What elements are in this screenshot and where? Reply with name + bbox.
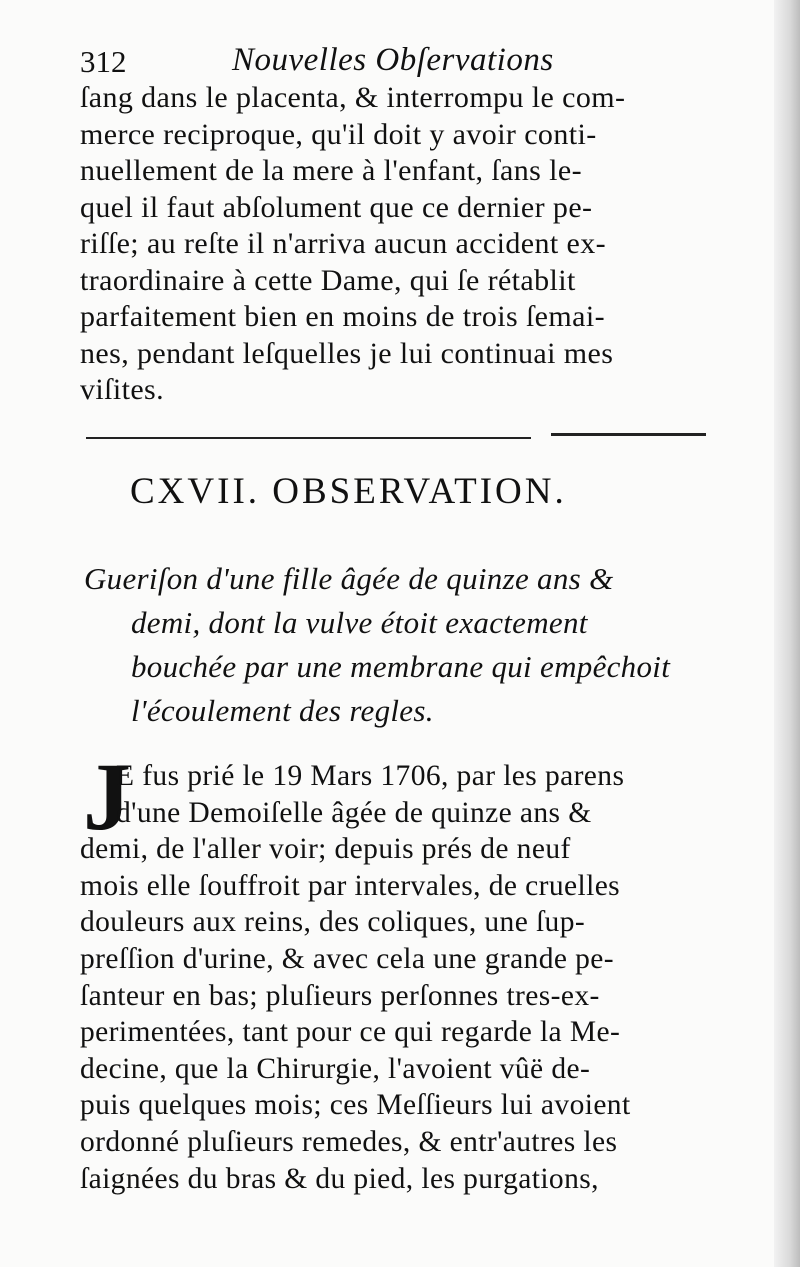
text-line: E fus prié le 19 Mars 1706, par les parens (116, 760, 625, 792)
subtitle-line: Gueriſon d'une fille âgée de quinze ans & (84, 561, 614, 596)
text-line: parfaitement bien en moins de trois ſemai- (80, 300, 605, 333)
text-line: puis quelques mois; ces Meſſieurs lui avoient (80, 1089, 631, 1122)
subtitle-line: demi, dont la vulve étoit exactement (131, 605, 588, 640)
drop-cap-letter: J (83, 743, 131, 850)
text-line: merce reciproque, qu'il doit y avoir conti- (80, 117, 597, 151)
text-line: traordinaire à cette Dame, qui ſe rétablit (80, 263, 576, 297)
observation-heading: CXVII. OBSERVATION. (130, 471, 567, 512)
text-line: ordonné pluſieurs remedes, & entr'autres les (80, 1125, 618, 1158)
subtitle-line: l'écoulement des regles. (131, 693, 434, 728)
text-line: ſang dans le placenta, & interrompu le com- (80, 81, 626, 114)
text-line: perimentées, tant pour ce qui regarde la Me- (80, 1016, 621, 1049)
text-line: nes, pendant leſquelles je lui continuai mes (80, 336, 614, 370)
text-line: nuellement de la mere à l'enfant, ſans le- (80, 154, 582, 187)
text-line: douleurs aux reins, des coliques, une ſup- (80, 906, 586, 939)
text-line: d'une Demoiſelle âgée de quinze ans & (116, 796, 592, 829)
page-number: 312 (80, 44, 127, 79)
text-line: demi, de l'aller voir; depuis prés de neuf (80, 833, 571, 866)
text-line: ſaignées du bras & du pied, les purgations, (80, 1162, 599, 1195)
page-edge-shadow (774, 0, 800, 1267)
text-line: preſſion d'urine, & avec cela une grande pe- (80, 942, 615, 975)
section-divider-right (551, 433, 706, 436)
text-line: mois elle ſouffroit par intervales, de cruelles (80, 869, 621, 902)
text-line: riſſe; au reſte il n'arriva aucun accident ex- (80, 227, 607, 260)
text-line: quel il faut abſolument que ce dernier pe- (80, 190, 593, 224)
observation-subtitle (84, 557, 724, 733)
section-divider-left (86, 437, 531, 439)
text-line: viſites. (80, 373, 165, 406)
page-header (80, 44, 720, 84)
observation-body (80, 743, 730, 1197)
running-title: Nouvelles Obſervations (232, 42, 554, 78)
previous-observation-ending (80, 80, 720, 409)
text-line: decine, que la Chirurgie, l'avoient vûë de- (80, 1052, 591, 1085)
subtitle-line: bouchée par une membrane qui empêchoit (131, 649, 671, 684)
text-line: ſanteur en bas; pluſieurs perſonnes tres-ex- (80, 979, 600, 1012)
